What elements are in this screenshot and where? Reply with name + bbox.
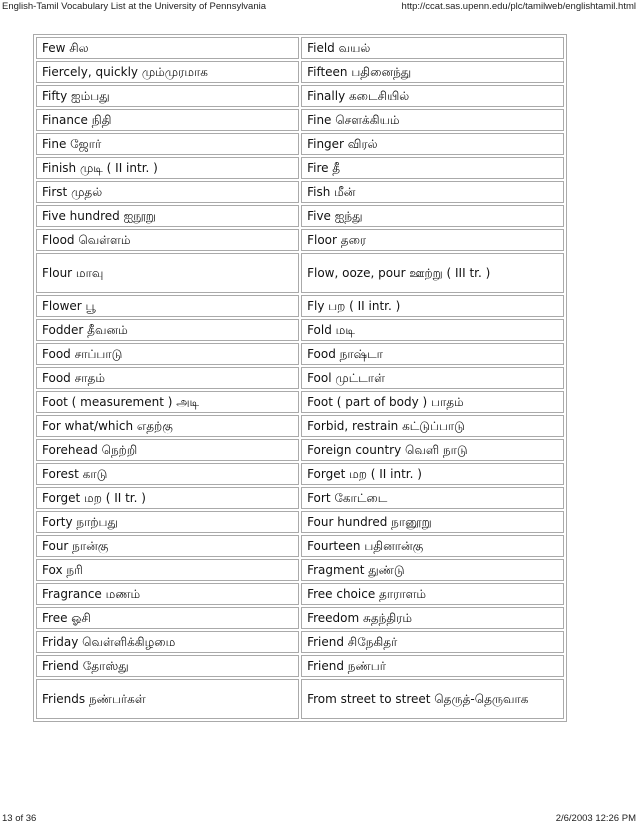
vocab-entry: Fragment துண்டு [301,559,564,581]
table-row [36,253,564,293]
table-row [36,109,564,131]
vocab-entry: Freedom சுதந்திரம் [301,607,564,629]
table-row [36,559,564,581]
table-row [36,487,564,509]
vocab-entry: Fragrance மணம் [36,583,299,605]
vocab-entry: Finally கடைசியில் [301,85,564,107]
vocab-entry: Flood வெள்ளம் [36,229,299,251]
vocab-entry: Four நான்கு [36,535,299,557]
vocab-entry: Friend நண்பர் [301,655,564,677]
document-title: English-Tamil Vocabulary List at the University of Pennsylvania [2,1,267,12]
table-row [36,511,564,533]
vocab-entry: Few சில [36,37,299,59]
vocabulary-table [33,34,567,722]
table-row [36,295,564,317]
table-row [36,343,564,365]
vocab-entry: Friend தோஸ்து [36,655,299,677]
table-row [36,61,564,83]
vocab-entry: Fifteen பதினைந்து [301,61,564,83]
table-row [36,655,564,677]
vocab-entry: Fiercely, quickly மும்முரமாக [36,61,299,83]
vocab-entry: Free ஓசி [36,607,299,629]
vocab-entry: Food சாதம் [36,367,299,389]
vocab-entry: Flour மாவு [36,253,299,293]
vocab-entry: Friend சிநேகிதர் [301,631,564,653]
table-row [36,535,564,557]
vocab-entry: Finger விரல் [301,133,564,155]
document-url: http://ccat.sas.upenn.edu/plc/tamilweb/englishtamil.html [401,1,636,12]
table-row [36,133,564,155]
vocab-entry: From street to street தெருத்-தெருவாக [301,679,564,719]
table-row [36,205,564,227]
vocab-entry: First முதல் [36,181,299,203]
table-row [36,583,564,605]
vocab-entry: Fourteen பதினான்கு [301,535,564,557]
page-number: 13 of 36 [2,813,37,824]
table-row [36,37,564,59]
table-row [36,367,564,389]
vocab-entry: Free choice தாராளம் [301,583,564,605]
vocab-entry: Fine ஜோர் [36,133,299,155]
vocab-entry: Finish முடி ( II intr. ) [36,157,299,179]
vocab-entry: Fifty ஐம்பது [36,85,299,107]
vocab-entry: Forest காடு [36,463,299,485]
vocab-entry: Foreign country வெளி நாடு [301,439,564,461]
vocab-entry: Four hundred நானூறு [301,511,564,533]
vocab-entry: Fodder தீவனம் [36,319,299,341]
table-row [36,319,564,341]
vocab-entry: For what/which எதற்கு [36,415,299,437]
vocab-entry: Field வயல் [301,37,564,59]
vocab-entry: Fly பற ( II intr. ) [301,295,564,317]
vocab-entry: Friends நண்பர்கள் [36,679,299,719]
vocab-entry: Foot ( part of body ) பாதம் [301,391,564,413]
table-row [36,229,564,251]
table-row [36,679,564,719]
vocab-entry: Forget மற ( II intr. ) [301,463,564,485]
vocab-entry: Flow, ooze, pour ஊற்று ( III tr. ) [301,253,564,293]
vocab-entry: Fold மடி [301,319,564,341]
vocab-entry: Floor தரை [301,229,564,251]
vocab-entry: Finance நிதி [36,109,299,131]
vocab-entry: Fire தீ [301,157,564,179]
vocab-entry: Food சாப்பாடு [36,343,299,365]
table-row [36,415,564,437]
table-row [36,157,564,179]
table-row [36,85,564,107]
print-datetime: 2/6/2003 12:26 PM [555,813,636,824]
vocab-entry: Fort கோட்டை [301,487,564,509]
vocab-entry: Forbid, restrain கட்டுப்பாடு [301,415,564,437]
table-row [36,631,564,653]
print-header [0,0,638,14]
table-row [36,391,564,413]
table-row [36,439,564,461]
vocab-entry: Forget மற ( II tr. ) [36,487,299,509]
vocab-entry: Five hundred ஐநூறு [36,205,299,227]
table-row [36,607,564,629]
vocab-entry: Friday வெள்ளிக்கிழமை [36,631,299,653]
vocab-entry: Flower பூ [36,295,299,317]
print-footer [0,812,638,826]
vocabulary-table-body [36,37,564,719]
vocab-entry: Food நாஷ்டா [301,343,564,365]
vocab-entry: Forty நாற்பது [36,511,299,533]
table-row [36,181,564,203]
vocab-entry: Fine சௌக்கியம் [301,109,564,131]
vocab-entry: Fool முட்டாள் [301,367,564,389]
vocab-entry: Fish மீன் [301,181,564,203]
vocab-entry: Foot ( measurement ) அடி [36,391,299,413]
vocab-entry: Forehead நெற்றி [36,439,299,461]
table-row [36,463,564,485]
vocab-entry: Fox நரி [36,559,299,581]
vocab-entry: Five ஐந்து [301,205,564,227]
